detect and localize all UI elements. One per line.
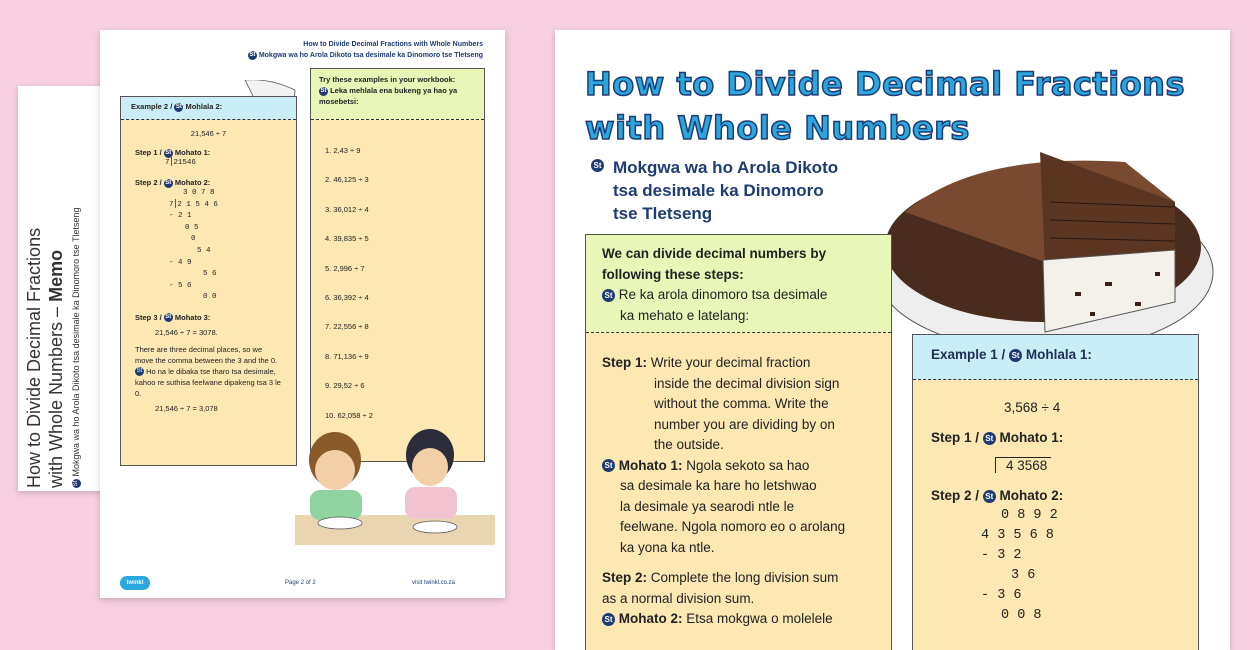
page2-header-subtitle: Mokgwa wa ho Arola Dikoto tsa desimale ka Dinomoro tse Tletseng: [258, 52, 483, 59]
example2-step2: Step 2 /: [135, 178, 162, 187]
mohato2-label: Mohato 2:: [618, 611, 683, 626]
try-example-item: 5. 2,996 ÷ 7: [325, 263, 365, 273]
division-line: 0: [191, 235, 196, 244]
example2-step2-st: Mohato 2:: [174, 178, 211, 187]
st-badge-icon: St: [983, 490, 996, 503]
division-line: - 3 2: [981, 548, 1022, 563]
try-example-item: 1. 2,43 ÷ 9: [325, 146, 361, 155]
example2-note-en: There are three decimal places, so we move the comma between the 3 and the 0.: [135, 344, 278, 365]
division-line: 0 8 9 2: [1001, 508, 1058, 523]
division-line: 0 0: [203, 293, 217, 302]
try-example-item: 7. 22,556 ÷ 8: [325, 322, 369, 332]
st-badge-icon: St: [602, 289, 615, 302]
try-example-item: 10. 62,058 ÷ 2: [325, 410, 373, 420]
st-badge-icon: St: [165, 179, 172, 186]
main-subtitle-line3: tse Tletseng: [613, 204, 713, 223]
mohato1-line: la desimale ya searodi ntle le: [620, 498, 795, 514]
step2-line: as a normal division sum.: [602, 590, 755, 606]
intro-st-line1: Re ka arola dinomoro tsa desimale: [618, 287, 828, 302]
steps-section: [586, 333, 891, 650]
page2-header-title: How to Divide Decimal Fractions with Whole Numbers: [303, 41, 483, 48]
example2-step1-work: 7⎮21546: [165, 159, 196, 167]
step1-line: inside the decimal division sign: [654, 375, 840, 391]
example1-problem: 3,568 ÷ 4: [1004, 400, 1061, 415]
example2-title: Example 2 /: [131, 102, 173, 111]
step1-line: Write your decimal fraction: [650, 355, 811, 370]
mohato1-label: Mohato 1:: [618, 457, 683, 473]
st-badge-icon: St: [1009, 349, 1022, 362]
division-line: - 4 9: [169, 258, 192, 267]
st-badge-icon: St: [249, 51, 256, 58]
st-badge-icon: St: [602, 459, 615, 472]
division-line: - 5 6: [169, 281, 192, 290]
children-illustration: [295, 415, 495, 545]
example1-step1: Step 1 /: [931, 430, 980, 445]
example1-step1-st: Mohato 1:: [999, 430, 1064, 445]
intro-st-line2: ka mehato e latelang:: [620, 307, 750, 323]
try-example-item: 3. 36,012 ÷ 4: [325, 204, 369, 214]
step2-label: Step 2:: [602, 570, 648, 585]
intro-en-line2: following these steps:: [602, 266, 744, 282]
st-badge-icon: St: [591, 159, 604, 172]
example2-division: [135, 188, 282, 304]
example1-division: [931, 506, 1180, 626]
main-subtitle-line2: tsa desimale ka Dinomoro: [613, 181, 824, 200]
example2-step3-result: 21,546 ÷ 7 = 3078.: [155, 327, 218, 337]
step2-line: Complete the long division sum: [650, 570, 839, 585]
memo-title-line1: How to Divide Decimal Fractions: [24, 227, 44, 488]
step1-line: without the comma. Write the: [654, 396, 829, 411]
division-line: 0 0 8: [1001, 608, 1042, 623]
example2-step3-st: Mohato 3:: [174, 312, 211, 322]
intro-section: [586, 235, 891, 333]
st-badge-icon: St: [320, 87, 327, 94]
example2-header: [121, 97, 296, 120]
try-example-item: 4. 39,835 ÷ 5: [325, 234, 369, 244]
division-line: 3 0 7 8: [183, 189, 215, 197]
division-line: 7⎮2 1 5 4 6: [169, 200, 218, 209]
division-bracket: 4 3568: [995, 457, 1051, 473]
try-example-item: 6. 36,392 ÷ 4: [325, 293, 369, 303]
example1-step1-work: [931, 456, 1180, 476]
division-line: - 3 6: [981, 588, 1022, 603]
try-examples-header: [311, 69, 484, 120]
chocolate-cake-image: [875, 142, 1220, 357]
example2-step1-st: Mohato 1:: [174, 148, 211, 157]
mohato2-text: Etsa mokgwa o molelele: [686, 611, 833, 626]
step1-line: number you are dividing by on: [654, 416, 835, 432]
page2-header: [248, 39, 483, 61]
page2-sheet: [100, 30, 505, 598]
example1-title: Example 1 /: [931, 347, 1006, 362]
page-number: Page 2 of 2: [285, 580, 316, 586]
division-line: - 2 1: [169, 212, 192, 221]
main-title: [585, 62, 1185, 150]
division-line: 5 4: [197, 246, 211, 255]
mohato1-line: sa desimale ka hare ho letshwao: [620, 478, 817, 493]
step1-label: Step 1:: [602, 355, 648, 370]
try-example-item: 8. 71,136 ÷ 9: [325, 351, 369, 361]
try-examples-box: [310, 68, 485, 462]
try-examples-title: Try these examples in your workbook:: [319, 75, 456, 84]
main-subtitle-line1: Mokgwa wa ho Arola Dikoto: [613, 158, 839, 177]
example1-step2: Step 2 /: [931, 488, 980, 503]
example1-title-st: Mohlala 1:: [1025, 347, 1092, 362]
intro-en-line1: We can divide decimal numbers by: [602, 246, 827, 261]
main-subtitle: [591, 156, 891, 225]
footer-site: visit twinkl.co.za: [411, 580, 455, 586]
memo-title-line2: with Whole Numbers –: [46, 301, 66, 488]
mohato1-line: ka yona ka ntle.: [620, 539, 715, 555]
example1-header: [913, 335, 1198, 380]
steps-box: [585, 234, 892, 650]
example2-step1: Step 1 /: [135, 148, 162, 157]
division-line: 0 5: [185, 223, 199, 232]
try-example-item: 2. 46,125 ÷ 3: [325, 175, 369, 185]
st-badge-icon: St: [602, 613, 615, 626]
step1-line: the outside.: [654, 437, 724, 452]
division-line: 5 6: [203, 270, 217, 279]
example1-box: [912, 334, 1199, 650]
mohato1-line: feelwane. Ngola nomoro eo o arolang: [620, 519, 846, 534]
example2-title-st: Mohlala 2:: [185, 102, 223, 111]
try-example-item: 9. 29,52 ÷ 6: [325, 381, 365, 391]
st-badge-icon: St: [165, 149, 172, 156]
example2-note-st: Ho na le dibaka tse tharo tsa desimale, kahoo re suthisa feelwane dipakeng tsa 3 le 0.: [135, 366, 281, 398]
mohato1-line: Ngola sekoto sa hao: [686, 457, 810, 473]
st-badge-icon: St: [136, 368, 143, 375]
main-sheet: [555, 30, 1230, 650]
main-title-line1: How to Divide Decimal Fractions: [585, 65, 1185, 103]
example2-box: [120, 96, 297, 466]
example2-problem: 21,546 ÷ 7: [190, 129, 227, 138]
memo-subtitle: Mokgwa wa ho Arola Dikoto tsa desimale ka Dinomoro tse Tletseng: [71, 207, 81, 477]
division-line: 4 3 5 6 8: [981, 528, 1054, 543]
try-examples-list: [311, 120, 484, 446]
st-badge-icon: St: [175, 103, 182, 110]
example2-step3: Step 3 /: [135, 312, 162, 322]
memo-title: [23, 88, 67, 488]
example2-final: 21,546 ÷ 7 = 3,078: [155, 403, 218, 413]
memo-title-block: [23, 88, 81, 488]
memo-title-memo: Memo: [46, 249, 66, 302]
st-badge-icon: St: [73, 480, 80, 487]
main-title-line2: with Whole Numbers: [585, 109, 970, 147]
division-line: 3 6: [1011, 568, 1036, 583]
twinkl-logo: twinkl: [120, 576, 150, 590]
st-badge-icon: St: [165, 314, 172, 321]
try-examples-title-st: Leka mehlala ena bukeng ya hao ya mosebetsi:: [319, 86, 458, 106]
st-badge-icon: St: [983, 432, 996, 445]
example1-step2-st: Mohato 2:: [999, 488, 1064, 503]
